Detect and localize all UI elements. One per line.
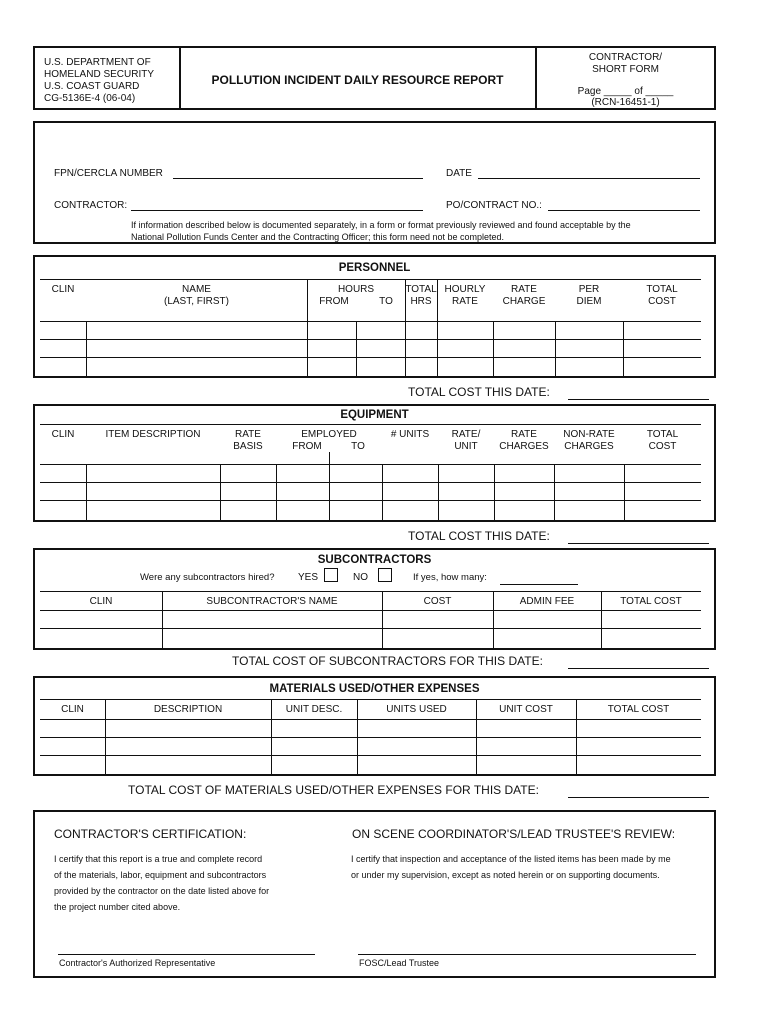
- equipment-col-rule: [329, 452, 330, 520]
- equipment-col-basis: RATE: [235, 429, 261, 440]
- po-label: PO/CONTRACT NO.:: [446, 200, 542, 211]
- subcontractors-col-admin: ADMIN FEE: [519, 596, 575, 607]
- contractor-field[interactable]: [131, 210, 423, 211]
- equipment-col-clin: CLIN: [51, 429, 75, 440]
- equipment-col-rule: [220, 464, 221, 520]
- personnel-col-per-sub: DIEM: [576, 296, 602, 307]
- subcontractors-col-clin: CLIN: [89, 596, 113, 607]
- agency-line-1: U.S. DEPARTMENT OF: [44, 57, 151, 68]
- materials-col-rule: [576, 699, 577, 774]
- equipment-section: [33, 404, 716, 522]
- personnel-col-rule: [623, 321, 624, 376]
- subcontractors-col-cost: COST: [423, 596, 452, 607]
- equipment-col-employed: EMPLOYED: [301, 429, 357, 440]
- equipment-title-rule: [40, 424, 701, 425]
- osc-review-text-2: or under my supervision, except as noted herein or on supporting documents.: [351, 870, 660, 880]
- form-number: CG-5136E-4 (06-04): [44, 93, 136, 104]
- materials-col-rule: [357, 699, 358, 774]
- personnel-title: PERSONNEL: [338, 262, 411, 274]
- personnel-row-rule: [40, 357, 701, 358]
- contractor-certification-text-4: the project number cited above.: [54, 902, 181, 912]
- materials-total-field[interactable]: [568, 797, 709, 798]
- osc-review-text-1: I certify that inspection and acceptance of the listed items has been made by me: [351, 854, 671, 864]
- personnel-col-cost: TOTAL: [646, 284, 678, 295]
- contractor-certification-title: CONTRACTOR'S CERTIFICATION:: [54, 827, 247, 841]
- yes-label: YES: [298, 572, 319, 583]
- materials-title-rule: [40, 699, 701, 700]
- materials-col-unit-desc: UNIT DESC.: [285, 704, 343, 715]
- subcontractors-col-name: SUBCONTRACTOR'S NAME: [206, 596, 338, 607]
- equipment-col-basis-sub: BASIS: [233, 441, 263, 452]
- equipment-col-to: TO: [351, 441, 365, 452]
- subcontractors-total-field[interactable]: [568, 668, 709, 669]
- materials-col-total: TOTAL COST: [607, 704, 670, 715]
- fosc-signature-label: FOSC/Lead Trustee: [359, 958, 440, 968]
- equipment-row-rule: [40, 464, 701, 465]
- materials-col-units-used: UNITS USED: [386, 704, 447, 715]
- subcontractors-col-total: TOTAL COST: [620, 596, 682, 607]
- equipment-total-label: TOTAL COST THIS DATE:: [408, 529, 550, 543]
- how-many-field[interactable]: [500, 584, 578, 585]
- materials-title: MATERIALS USED/OTHER EXPENSES: [269, 683, 480, 695]
- materials-col-unit-cost: UNIT COST: [499, 704, 553, 715]
- personnel-col-rule: [437, 279, 438, 376]
- personnel-col-cost-sub: COST: [648, 296, 676, 307]
- equipment-row-rule: [40, 482, 701, 483]
- equipment-title: EQUIPMENT: [340, 409, 409, 421]
- equipment-col-rule: [494, 464, 495, 520]
- personnel-col-name: NAME: [182, 284, 211, 295]
- equipment-row-rule: [40, 500, 701, 501]
- contractor-label: CONTRACTOR:: [54, 200, 128, 211]
- subcontractors-question: Were any subcontractors hired?: [140, 572, 275, 583]
- personnel-col-rate-sub: CHARGE: [502, 296, 546, 307]
- personnel-col-rate: RATE: [511, 284, 537, 295]
- fosc-signature-line[interactable]: [358, 954, 696, 955]
- personnel-col-total-hrs-sub: HRS: [410, 296, 432, 307]
- personnel-col-rule: [356, 321, 357, 376]
- fpn-field[interactable]: [173, 178, 423, 179]
- osc-review-title: ON SCENE COORDINATOR'S/LEAD TRUSTEE'S REVIEW:: [352, 827, 676, 841]
- personnel-row-rule: [40, 321, 701, 322]
- subcontractors-col-rule: [601, 591, 602, 648]
- personnel-row-rule: [40, 339, 701, 340]
- materials-col-desc: DESCRIPTION: [153, 704, 223, 715]
- personnel-col-per: PER: [578, 284, 600, 295]
- personnel-col-rule: [86, 321, 87, 376]
- subcontractors-title: SUBCONTRACTORS: [317, 554, 432, 566]
- yes-checkbox[interactable]: [324, 568, 338, 582]
- subcontractors-col-rule: [382, 591, 383, 648]
- equipment-col-rule: [624, 464, 625, 520]
- equipment-col-cost: TOTAL: [646, 429, 679, 440]
- equipment-col-rule: [382, 464, 383, 520]
- equipment-col-item: ITEM DESCRIPTION: [105, 429, 201, 440]
- materials-col-rule: [105, 699, 106, 774]
- rcn-number: (RCN-16451-1): [591, 97, 660, 108]
- form-type-line-1: CONTRACTOR/: [588, 52, 663, 63]
- contractor-certification-text-2: of the materials, labor, equipment and subcontractors: [54, 870, 267, 880]
- subcontractors-col-rule: [162, 591, 163, 648]
- date-label: DATE: [446, 168, 472, 179]
- agency-line-3: U.S. COAST GUARD: [44, 81, 140, 92]
- equipment-col-rate-unit: RATE/: [451, 429, 481, 440]
- equipment-col-rate-unit-sub: UNIT: [454, 441, 478, 452]
- personnel-col-name-sub: (LAST, FIRST): [163, 296, 229, 307]
- equipment-col-rule: [86, 464, 87, 520]
- personnel-col-rule: [493, 321, 494, 376]
- equipment-col-charges: RATE: [511, 429, 537, 440]
- equipment-col-non-rate: NON-RATE: [563, 429, 615, 440]
- equipment-col-from: FROM: [292, 441, 322, 452]
- equipment-col-rule: [554, 464, 555, 520]
- equipment-col-charges-sub: CHARGES: [499, 441, 549, 452]
- no-label: NO: [353, 572, 368, 583]
- personnel-col-rule: [555, 321, 556, 376]
- personnel-col-total-hrs: TOTAL: [405, 284, 437, 295]
- materials-row-rule: [40, 755, 701, 756]
- equipment-col-non-rate-sub: CHARGES: [564, 441, 614, 452]
- form-title: POLLUTION INCIDENT DAILY RESOURCE REPORT: [211, 73, 504, 87]
- personnel-col-from: FROM: [319, 296, 349, 307]
- personnel-col-clin: CLIN: [51, 284, 75, 295]
- fpn-label: FPN/CERCLA NUMBER: [54, 168, 163, 179]
- contractor-certification-text-3: provided by the contractor on the date listed above for: [54, 886, 270, 896]
- personnel-col-rule: [307, 279, 308, 376]
- info-note-line-1: If information described below is documented separately, in a form or format previously reviewed and found acceptable by the: [131, 220, 631, 230]
- personnel-total-label: TOTAL COST THIS DATE:: [408, 385, 550, 399]
- no-checkbox[interactable]: [378, 568, 392, 582]
- contractor-signature-line[interactable]: [58, 954, 315, 955]
- equipment-col-cost-sub: COST: [648, 441, 677, 452]
- personnel-total-field[interactable]: [568, 399, 709, 400]
- how-many-label: If yes, how many:: [413, 572, 487, 583]
- contractor-certification-text-1: I certify that this report is a true and complete record: [54, 854, 263, 864]
- date-field[interactable]: [478, 178, 700, 179]
- form-type-line-2: SHORT FORM: [592, 64, 659, 75]
- equipment-col-rule: [438, 464, 439, 520]
- equipment-total-field[interactable]: [568, 543, 709, 544]
- contractor-signature-label: Contractor's Authorized Representative: [59, 958, 216, 968]
- personnel-col-hourly: HOURLY: [444, 284, 486, 295]
- subcontractors-total-label: TOTAL COST OF SUBCONTRACTORS FOR THIS DATE:: [232, 654, 543, 668]
- subcontractors-col-rule: [493, 591, 494, 648]
- personnel-col-to: TO: [379, 296, 393, 307]
- materials-col-rule: [476, 699, 477, 774]
- personnel-title-rule: [40, 279, 701, 280]
- materials-row-rule: [40, 737, 701, 738]
- personnel-col-hours: HOURS: [337, 284, 375, 295]
- personnel-col-rule: [405, 279, 406, 376]
- materials-total-label: TOTAL COST OF MATERIALS USED/OTHER EXPENSES FOR THIS DATE:: [128, 783, 539, 797]
- equipment-col-units: # UNITS: [390, 429, 430, 440]
- materials-col-rule: [271, 699, 272, 774]
- personnel-col-hourly-sub: RATE: [452, 296, 478, 307]
- materials-col-clin: CLIN: [61, 704, 84, 715]
- info-note-line-2: National Pollution Funds Center and the Contracting Officer; this form need not be completed.: [131, 232, 505, 242]
- page-number: Page _____ of _____: [577, 86, 674, 97]
- po-field[interactable]: [548, 210, 700, 211]
- agency-line-2: HOMELAND SECURITY: [44, 69, 155, 80]
- equipment-col-rule: [276, 464, 277, 520]
- materials-row-rule: [40, 719, 701, 720]
